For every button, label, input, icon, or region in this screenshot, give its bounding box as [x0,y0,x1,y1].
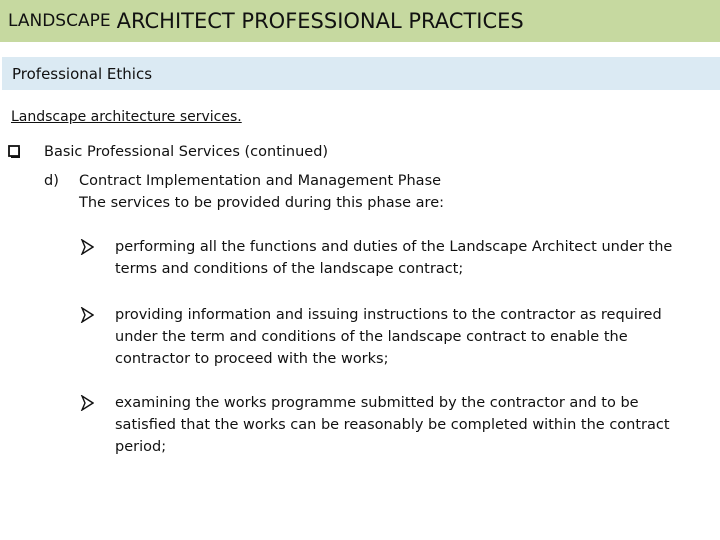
subheading: Landscape architecture services. [11,109,242,125]
title-part-1: LANDSCAPE [8,11,111,31]
sub-item-text: examining the works programme submitted by the contractor and to be satisfied that the works can be reasonably be completed within the contract period; [115,395,670,455]
section-bar [2,57,720,90]
item-intro: The services to be provided during this phase are: [79,195,444,211]
title-part-2: ARCHITECT PROFESSIONAL PRACTICES [116,9,524,33]
section-title: Professional Ethics [12,64,153,83]
arrow-bullet-icon [80,239,94,255]
main-bullet-text: Basic Professional Services (continued) [44,144,329,160]
item-marker: d) [44,173,59,189]
arrow-bullet-icon [80,307,94,323]
title-bar [0,0,720,42]
sub-item-text: performing all the functions and duties of the Landscape Architect under the terms and conditions of the landscape contract; [115,239,673,277]
arrow-bullet-icon [80,395,94,411]
item-title: Contract Implementation and Management Phase [79,173,442,189]
sub-item-text: providing information and issuing instructions to the contractor as required under the term and conditions of the landscape contract to enable the contractor to proceed with the works; [115,307,662,367]
checkbox-square-bullet-icon [8,145,20,158]
